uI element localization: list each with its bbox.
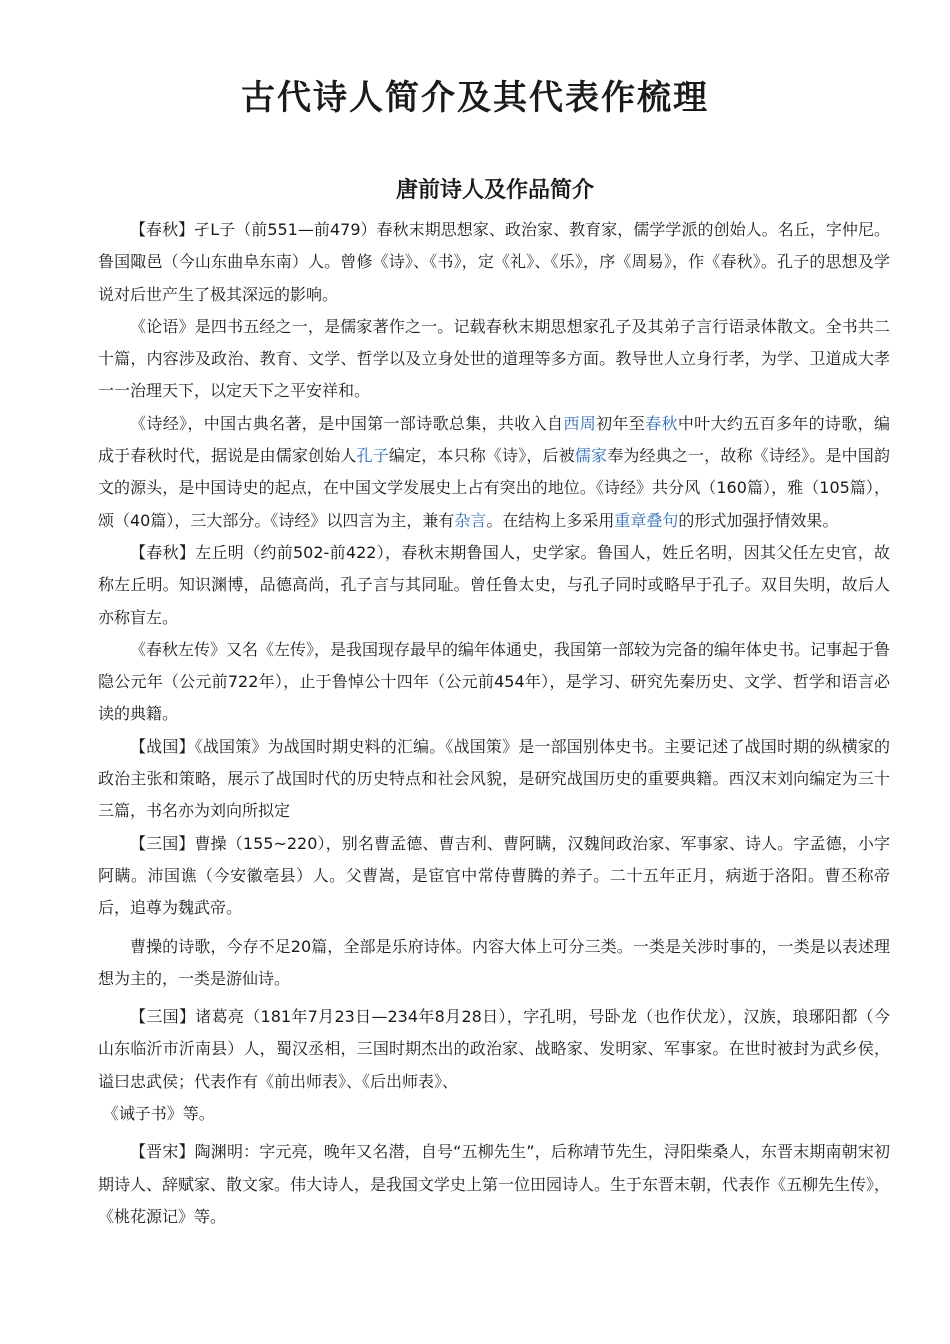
- hyperlink[interactable]: 孔子: [356, 446, 389, 466]
- paragraph-zhugeliang-cont: 《诫子书》等。: [102, 1104, 215, 1124]
- text-segment: 中叶大约五百多年的诗歌，编成于春秋时代，据说是由儒家创始人: [98, 413, 890, 466]
- paragraph-caocao: 【三国】曹操（155~220），别名曹孟德、曹吉利、曹阿瞒，汉魏间政治家、军事家、诗人。字孟德，小字阿瞒。沛国谯（今安徽亳县）人。父曹嵩，是宦官中常侍曹腾的养子。二十五年正月，病逝于洛阳。曹丕称帝后，追尊为魏武帝。: [98, 833, 890, 918]
- page-title: 古代诗人简介及其代表作梳理: [241, 78, 709, 118]
- text-segment: 的形式加强抒情效果。: [678, 510, 839, 530]
- hyperlink[interactable]: 春秋: [645, 413, 678, 433]
- paragraph-confucius: 【春秋】孑L子（前551—前479）春秋末期思想家、政治家、教育家，儒学学派的创始人。名丘，字仲尼。鲁国陬邑（今山东曲阜东南）人。曾修《诗》、《书》，定《礼》、《乐》，序《周易》，作《春秋》。孔子的思想及学说对后世产生了极其深远的影响。: [98, 220, 890, 304]
- paragraph-caocao-poems: 曹操的诗歌，今存不足20篇，全部是乐府诗体。内容大体上可分三类。一类是关涉时事的，一类是以表述理想为主的，一类是游仙诗。: [98, 936, 890, 988]
- paragraph-zuozhuan: 《春秋左传》又名《左传》，是我国现存最早的编年体通史，我国第一部较为完备的编年体史书。记事起于鲁隐公元年（公元前722年），止于鲁悼公十四年（公元前454年），是学习、研究先秦历史、文学、哲学和语言必读的典籍。: [98, 639, 891, 724]
- paragraph-shijing: [98, 408, 890, 537]
- paragraph-zhanguoce: 【战国】《战国策》为战国时期史料的汇编。《战国策》是一部国别体史书。主要记述了战国时期的纵横家的政治主张和策略，展示了战国时代的历史特点和社会风貌，是研究战国历史的重要典籍。西汉末刘向编定为三十三篇，书名亦为刘向所拟定: [98, 736, 890, 821]
- hyperlink[interactable]: 西周: [563, 413, 597, 433]
- hyperlink[interactable]: 杂言: [454, 510, 487, 530]
- text-segment: 初年至: [596, 413, 646, 433]
- hyperlink[interactable]: 重章叠句: [614, 510, 679, 530]
- paragraph-zuoqiuming: 【春秋】左丘明（约前502-前422），春秋末期鲁国人，史学家。鲁国人，姓丘名明，因其父任左史官，故称左丘明。知识渊博，品德高尚，孔子言与其同耻。曾任鲁太史，与孔子同时或略早于孔子。双目失明，故后人亦称盲左。: [98, 542, 890, 627]
- text-segment: 。在结构上多采用: [486, 510, 615, 530]
- section-title: 唐前诗人及作品简介: [395, 177, 594, 203]
- paragraph-zhugeliang: 【三国】诸葛亮（181年7月23日—234年8月28日），字孔明，号卧龙（也作伏龙），汉族，琅琊阳都（今山东临沂市沂南县）人，蜀汉丞相，三国时期杰出的政治家、战略家、发明家、军事家。在世时被封为武乡侯，谥曰忠武侯；代表作有《前出师表》、《后出师表》、: [98, 1007, 890, 1091]
- paragraph-lunyu: 《论语》是四书五经之一，是儒家著作之一。记载春秋末期思想家孔子及其弟子言行语录体散文。全书共二十篇，内容涉及政治、教育、文学、哲学以及立身处世的道理等多方面。教导世人立身行孝，为学、卫道成大孝一一治理天下，以定天下之平安祥和。: [98, 316, 890, 401]
- text-segment: 奉为经典之一，故称《诗经》。是中国韵文的源头，是中国诗史的起点，在中国文学发展史上占有突出的地位。《诗经》共分风（160篇），雅（105篇），颂（40篇），三大部分。《诗经》以四言为主，兼有: [98, 446, 890, 530]
- hyperlink[interactable]: 儒家: [574, 446, 608, 466]
- document-body: [98, 214, 890, 1233]
- text-segment: 《诗经》，中国古典名著，是中国第一部诗歌总集，共收入自: [130, 413, 564, 433]
- paragraph-taoyuanming: 【晋宋】陶渊明：字元亮，晚年又名潜，自号“五柳先生”，后称靖节先生，浔阳柴桑人，东晋末期南朝宋初期诗人、辞赋家、散文家。伟大诗人，是我国文学史上第一位田园诗人。生于东晋末朝，代表作《五柳先生传》，《桃花源记》等。: [98, 1142, 891, 1226]
- text-segment: 编定，本只称《诗》，后被: [388, 446, 575, 466]
